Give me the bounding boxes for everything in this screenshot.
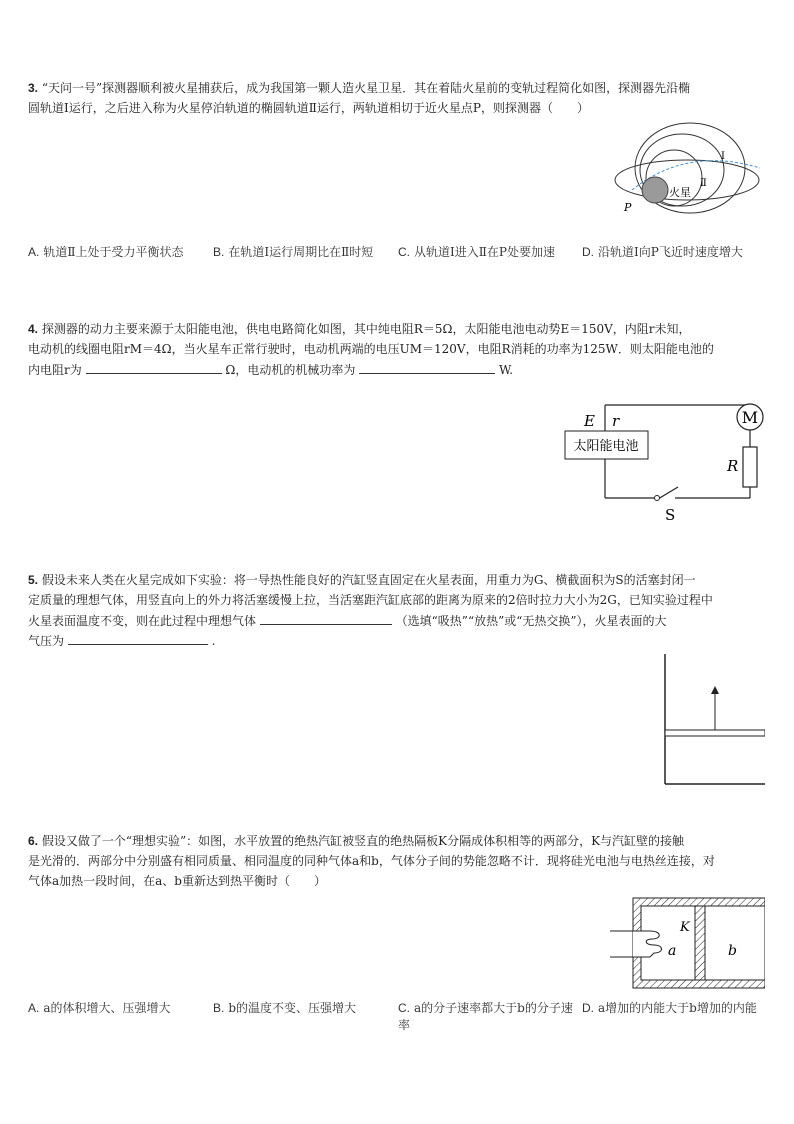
q15-blank-pressure[interactable] bbox=[68, 632, 208, 645]
gas-a-label: a bbox=[668, 943, 677, 959]
q14-blank-power[interactable] bbox=[359, 361, 495, 374]
pull-arrow-head bbox=[711, 686, 719, 694]
q16-line1 bbox=[28, 833, 684, 849]
q15-text-line2: 定质量的理想气体，用竖直向上的外力将活塞缓慢上拉，当活塞距汽缸底部的距离为原来的2倍时拉力大小为2G，已知实验过程中 bbox=[28, 593, 713, 607]
q16-text-line1: 假设又做了一个“理想实验”：如图，水平放置的绝热汽缸被竖直的绝热隔板K分隔成体积相等的两部分，K与汽缸壁的接触 bbox=[41, 834, 685, 848]
k-label: K bbox=[680, 920, 690, 935]
q15-blank-heat[interactable] bbox=[260, 612, 392, 625]
q13-text-line2: 圆轨道Ⅰ运行，之后进入称为火星停泊轨道的椭圆轨道Ⅱ运行，两轨道相切于近火星点P，则探测器（ ） bbox=[28, 101, 589, 115]
q14-text-line2: 电动机的线圈电阻rM＝4Ω，当火星车正常行驶时，电动机两端的电压UM＝120V，电阻R消耗的功率为125W．则太阳能电池的 bbox=[28, 342, 714, 356]
q16-text-line3: 气体a加热一段时间，在a、b重新达到热平衡时（ ） bbox=[28, 874, 326, 888]
q13-text-line1: “天问一号”探测器顺利被火星捕获后，成为我国第一颗人造火星卫星．其在着陆火星前的变轨过程简化如图，探测器先沿椭 bbox=[41, 81, 691, 95]
resistor-r bbox=[743, 447, 757, 487]
q14-blank-r[interactable] bbox=[86, 361, 222, 374]
q16-option-a[interactable]: A. a的体积增大、压强增大 bbox=[28, 1001, 171, 1015]
orbit-1-label: Ⅰ bbox=[721, 151, 725, 162]
q16-option-d[interactable]: D. a增加的内能大于b增加的内能 bbox=[582, 1001, 757, 1015]
cylinder-diagram bbox=[655, 650, 765, 790]
q15-number: 5. bbox=[28, 573, 39, 587]
orbit-2-label: Ⅱ bbox=[700, 178, 707, 189]
q14-line3: 内电阻r为 Ω，电动机的机械功率为 W. bbox=[28, 363, 514, 377]
q15-line1 bbox=[28, 572, 696, 588]
q16-option-c[interactable]: C. a的分子速率都大于b的分子速率 bbox=[398, 1001, 573, 1032]
emf-label: E bbox=[584, 412, 595, 430]
q15-text-line1: 假设未来人类在火星完成如下实验：将一导热性能良好的汽缸竖直固定在火星表面，用重力为G、横截面积为S的活塞封闭一 bbox=[41, 573, 696, 587]
q13-line1 bbox=[28, 80, 690, 96]
resistor-label: R bbox=[727, 457, 739, 475]
q13-option-a[interactable]: A. 轨道Ⅱ上处于受力平衡状态 bbox=[28, 245, 184, 259]
motor-label: M bbox=[741, 408, 759, 427]
mars-label: 火星 bbox=[669, 186, 691, 199]
q14-line1 bbox=[28, 321, 691, 337]
wire-opening bbox=[633, 931, 643, 957]
mars-planet bbox=[642, 177, 668, 203]
circuit-diagram bbox=[560, 395, 765, 525]
q14-number: 4. bbox=[28, 322, 39, 336]
q16-number: 6. bbox=[28, 834, 39, 848]
insulated-cylinder-diagram bbox=[610, 893, 765, 993]
q13-number: 3. bbox=[28, 81, 39, 95]
q13-option-d[interactable]: D. 沿轨道Ⅰ向P飞近时速度增大 bbox=[582, 245, 743, 259]
q16-text-line2: 是光滑的．两部分中分别盛有相同质量、相同温度的同种气体a和b，气体分子间的势能忽略不计．现将硅光电池与电热丝连接，对 bbox=[28, 854, 715, 868]
internal-r-label: r bbox=[612, 412, 620, 430]
orbit-diagram bbox=[612, 118, 762, 218]
q13-option-c[interactable]: C. 从轨道Ⅰ进入Ⅱ在P处要加速 bbox=[398, 245, 555, 259]
q14-text-line1: 探测器的动力主要来源于太阳能电池，供电电路简化如图，其中纯电阻R＝5Ω，太阳能电池电动势E＝150V，内阻r未知， bbox=[41, 322, 691, 336]
gas-b-label: b bbox=[728, 943, 737, 959]
q16-option-b[interactable]: B. b的温度不变、压强增大 bbox=[213, 1001, 357, 1015]
switch-blade bbox=[658, 487, 678, 499]
partition-k bbox=[695, 906, 705, 980]
point-p-label: P bbox=[624, 201, 632, 214]
piston bbox=[665, 730, 765, 736]
switch-label: S bbox=[665, 506, 676, 524]
q13-option-b[interactable]: B. 在轨道Ⅰ运行周期比在Ⅱ时短 bbox=[213, 245, 374, 259]
q15-line4: 气压为 . bbox=[28, 634, 216, 648]
switch-contact bbox=[655, 496, 660, 501]
solar-battery-label: 太阳能电池 bbox=[573, 439, 639, 454]
q15-line3: 火星表面温度不变，则在此过程中理想气体 （选填“吸热”“放热”或“无热交换”），火星表面的大 bbox=[28, 614, 667, 628]
